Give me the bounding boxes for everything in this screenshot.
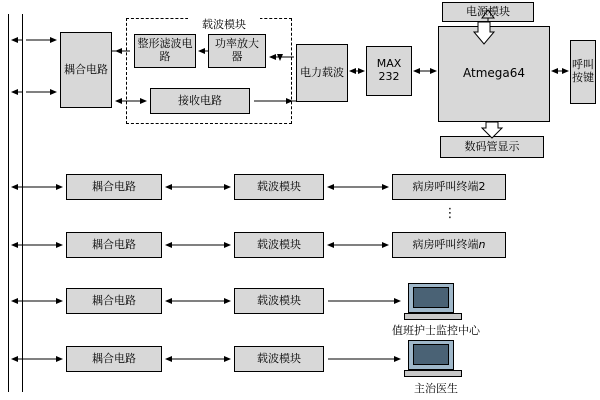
block-coupling-4: 耦合电路 xyxy=(66,346,162,372)
block-coupling-main: 耦合电路 xyxy=(60,32,112,108)
monitor-screen xyxy=(413,287,449,308)
computer-doctor xyxy=(404,340,464,378)
block-coupling-n: 耦合电路 xyxy=(66,232,162,258)
block-power-carrier: 电力载波 xyxy=(296,44,348,102)
block-max232: MAX 232 xyxy=(366,46,412,96)
label-doctor: 主治医生 xyxy=(414,382,458,395)
block-carrier-n: 载波模块 xyxy=(234,232,324,258)
block-mcu: Atmega64 xyxy=(438,26,550,122)
block-terminal-2: 病房呼叫终端2 xyxy=(392,174,506,200)
computer-base xyxy=(404,370,462,377)
label-nurse-center: 值班护士监控中心 xyxy=(392,324,480,337)
block-carrier-4: 载波模块 xyxy=(234,346,324,372)
block-carrier-2: 载波模块 xyxy=(234,174,324,200)
block-terminal-n: 病房呼叫终端 n xyxy=(392,232,506,258)
computer-nurse-center xyxy=(404,283,464,321)
block-receive-circuit: 接收电路 xyxy=(150,88,250,114)
block-coupling-3: 耦合电路 xyxy=(66,288,162,314)
monitor-screen xyxy=(413,344,449,365)
bus-line-left-outer xyxy=(8,14,9,392)
block-call-key: 呼叫按键 xyxy=(570,40,596,104)
block-shaping-filter: 整形滤波电路 xyxy=(134,34,196,68)
bus-line-left-inner xyxy=(22,14,23,392)
block-carrier-3: 载波模块 xyxy=(234,288,324,314)
block-power-module: 电源模块 xyxy=(442,2,534,22)
terminal-n-index: n xyxy=(478,237,486,251)
block-led-display: 数码管显示 xyxy=(440,136,544,158)
block-coupling-2: 耦合电路 xyxy=(66,174,162,200)
computer-base xyxy=(404,313,462,320)
block-power-amp: 功率放大器 xyxy=(208,34,266,68)
vertical-ellipsis: ⋮ xyxy=(443,206,457,221)
carrier-module-group-label: 载波模块 xyxy=(188,16,260,32)
